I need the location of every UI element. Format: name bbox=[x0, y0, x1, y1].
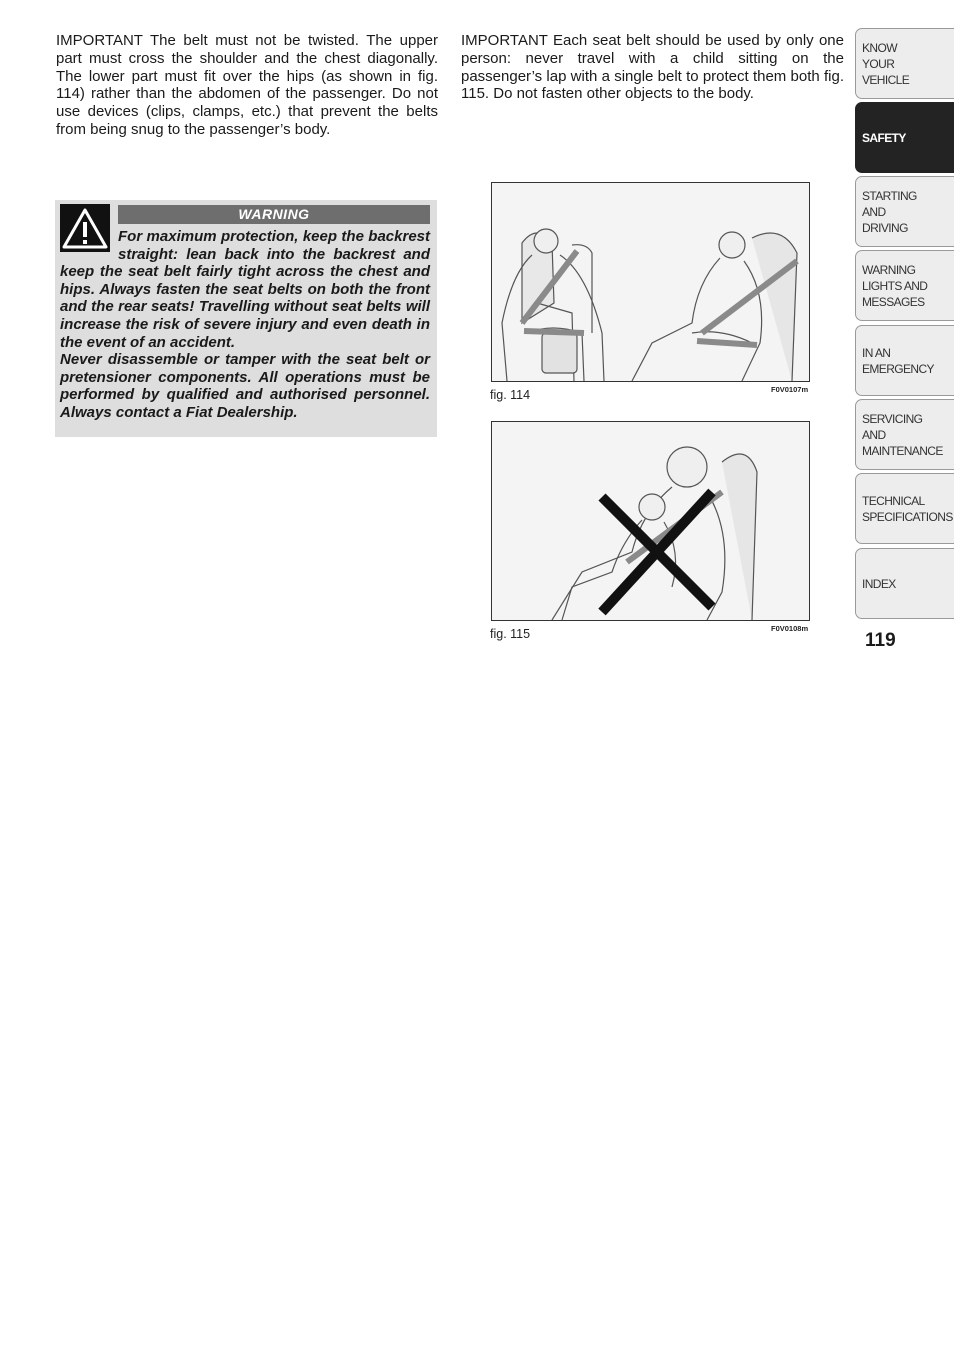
seat-belt-illustration-115 bbox=[492, 422, 809, 620]
tab-label: IN AN EMERGENCY bbox=[862, 345, 934, 376]
figure-115-incorrect-belt-use bbox=[491, 421, 810, 621]
tab-warning-lights-and-messages[interactable] bbox=[855, 250, 954, 321]
tab-label: KNOW YOUR VEHICLE bbox=[862, 40, 910, 87]
tab-safety[interactable] bbox=[855, 102, 954, 173]
tab-label: INDEX bbox=[862, 576, 896, 591]
tab-technical-specifications[interactable] bbox=[855, 473, 954, 544]
tab-servicing-and-maintenance[interactable] bbox=[855, 399, 954, 470]
left-column-text bbox=[56, 32, 438, 139]
tab-in-an-emergency[interactable] bbox=[855, 325, 954, 396]
figure-114-correct-belt-use bbox=[491, 182, 810, 382]
tab-label: WARNING LIGHTS AND MESSAGES bbox=[862, 262, 928, 309]
figure-114-caption: fig. 114 bbox=[490, 388, 531, 402]
warning-paragraph-protection: For maximum protection, keep the backrest straight: lean back into the backrest and keep the seat belt fairly tight across the chest and hips. Always fasten the seat belts on both the front and the rear seats! Travelling without seat belts will increase the risk of severe injury and even death in the event of an accident. bbox=[60, 228, 430, 351]
figure-115-caption: fig. 115 bbox=[490, 627, 531, 641]
warning-paragraph-tamper: Never disassemble or tamper with the seat belt or pretensioner components. All operations must be performed by qualified and authorised personnel. Always contact a Fiat Dealership. bbox=[60, 351, 430, 421]
page-number: 119 bbox=[865, 630, 896, 651]
tab-label: STARTING AND DRIVING bbox=[862, 188, 917, 235]
warning-text bbox=[60, 228, 430, 422]
tab-know-your-vehicle[interactable] bbox=[855, 28, 954, 99]
tab-index[interactable] bbox=[855, 548, 954, 619]
figure-115-code: F0V0108m bbox=[771, 624, 809, 633]
important-belt-fit-paragraph: IMPORTANT The belt must not be twisted. The upper part must cross the shoulder and the chest diagonally. The lower part must fit over the hips (as shown in fig. 114) rather than the abdomen of the passenger. Do not use devices (clips, clamps, etc.) that prevent the belts from being snug to the passenger’s body. bbox=[56, 32, 438, 138]
important-one-person-paragraph: IMPORTANT Each seat belt should be used by only one person: never travel with a child sitting on the passenger’s lap with a single belt to protect them both fig. 115. Do not fasten other objects to the body. bbox=[461, 32, 844, 103]
tab-label: SAFETY bbox=[862, 130, 906, 145]
warning-box bbox=[55, 200, 437, 437]
seat-belt-illustration-114 bbox=[492, 183, 809, 381]
warning-title: WARNING bbox=[118, 205, 430, 224]
tab-starting-and-driving[interactable] bbox=[855, 176, 954, 247]
right-column-text bbox=[461, 32, 844, 103]
figure-114-code: F0V0107m bbox=[771, 385, 809, 394]
tab-label: SERVICING AND MAINTENANCE bbox=[862, 411, 943, 458]
tab-label: TECHNICAL SPECIFICATIONS bbox=[862, 493, 953, 524]
